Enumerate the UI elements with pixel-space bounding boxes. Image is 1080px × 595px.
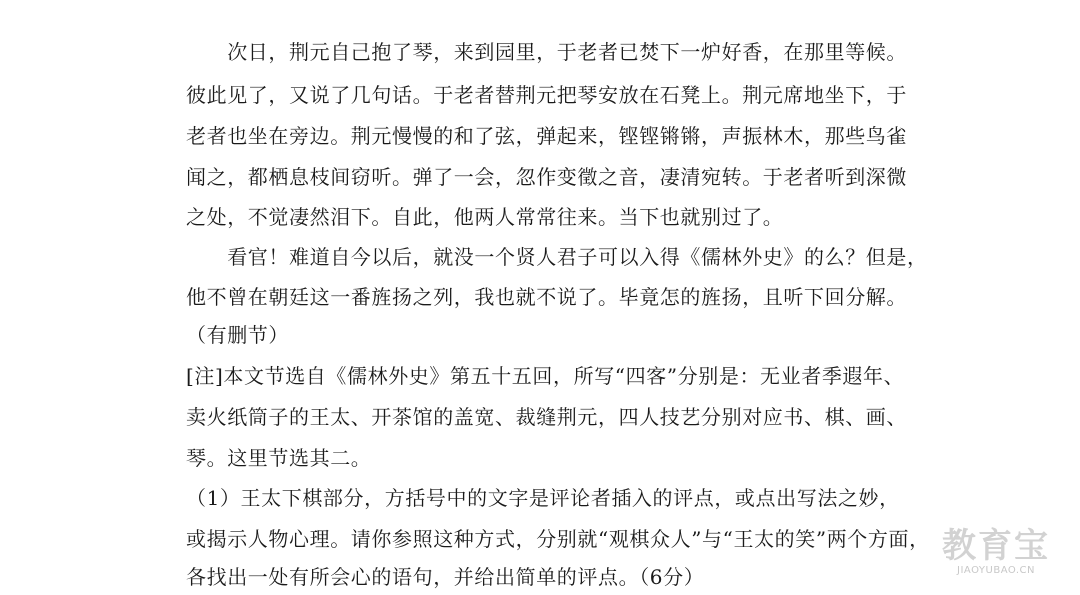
text-line-11: 琴。这里节选其二。: [186, 446, 372, 470]
text-line-12: （1）王太下棋部分，方括号中的文字是评论者插入的评点，或点出写法之妙，: [186, 486, 900, 510]
text-line-5: 之处，不觉凄然泪下。自此，他两人常常往来。当下也就别过了。: [186, 205, 784, 229]
text-line-3: 老者也坐在旁边。荆元慢慢的和了弦，弹起来，铿铿锵锵，声振林木，那些鸟雀: [186, 124, 907, 148]
watermark-logo-text: 教育宝: [942, 526, 1050, 566]
text-line-4: 闻之，都栖息枝间窃听。弹了一会，忽作变徵之音，凄清宛转。于老者听到深微: [186, 165, 907, 189]
text-line-1: 次日，荆元自己抱了琴，来到园里，于老者已焚下一炉好香，在那里等候。: [186, 40, 907, 64]
text-line-10: 卖火纸筒子的王太、开茶馆的盖宽、裁缝荆元，四人技艺分别对应书、棋、画、: [186, 405, 907, 429]
watermark-url: JIAOYUBAO.CN: [957, 565, 1035, 576]
text-line-7: 他不曾在朝廷这一番旌扬之列，我也就不说了。毕竟怎的旌扬，且听下回分解。: [186, 285, 907, 309]
text-line-13: 或揭示人物心理。请你参照这种方式，分别就“观棋众人”与“王太的笑”两个方面，: [186, 527, 930, 551]
text-line-9: [注]本文节选自《儒林外史》第五十五回，所写“四客”分别是：无业者季遐年、: [186, 364, 905, 388]
watermark-logo: [934, 527, 1058, 577]
text-line-2: 彼此见了，又说了几句话。于老者替荆元把琴安放在石凳上。荆元席地坐下，于: [186, 83, 907, 107]
text-line-6: 看官！难道自今以后，就没一个贤人君子可以入得《儒林外史》的么？但是，: [186, 245, 928, 269]
text-line-8: （有删节）: [186, 323, 289, 347]
text-line-14: 各找出一处有所会心的语句，并给出简单的评点。（6分）: [186, 565, 705, 589]
